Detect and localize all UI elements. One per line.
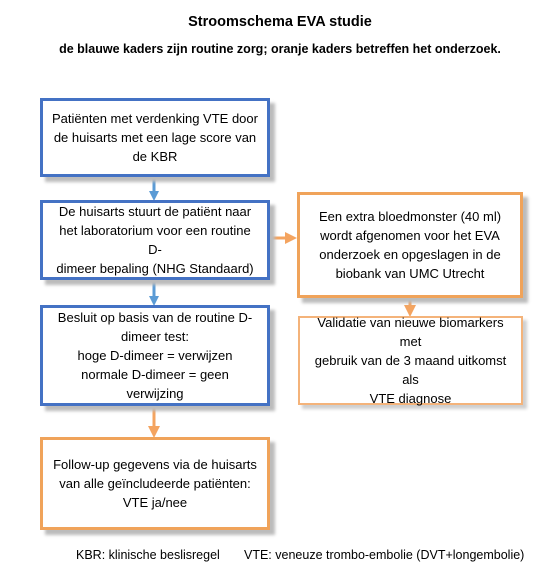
- box-followup-data-text: Follow-up gegevens via de huisarts van alle geïncludeerde patiënten: VTE ja/nee: [53, 457, 257, 510]
- footer-kbr-definition: KBR: klinische beslisregel: [76, 548, 220, 562]
- box-ddimer-decision-text: Besluit op basis van de routine D- dimeer test: hoge D-dimeer = verwijzen normale D-dimeer = geen verwijzing: [57, 310, 253, 401]
- box-followup-data: [40, 437, 270, 530]
- box-ddimer-decision: [40, 305, 270, 406]
- box-extra-blood-sample-text: Een extra bloedmonster (40 ml) wordt afgenomen voor het EVA onderzoek en opgeslagen in de biobank van UMC Utrecht: [318, 209, 502, 281]
- diagram-title: Stroomschema EVA studie: [188, 14, 372, 30]
- box-patients-suspected-vte-text: Patiënten met verdenking VTE door de huisarts met een lage score van de KBR: [52, 111, 258, 164]
- box-ddimer-lab-referral: [40, 200, 270, 280]
- box-ddimer-lab-referral-text: De huisarts stuurt de patiënt naar het laboratorium voor een routine D- dimeer bepaling (NHG Standaard): [56, 204, 254, 276]
- box-patients-suspected-vte: [40, 98, 270, 177]
- diagram-subtitle: de blauwe kaders zijn routine zorg; oranje kaders betreffen het onderzoek.: [59, 42, 501, 56]
- box-biomarker-validation-text: Validatie van nieuwe biomarkers met gebruik van de 3 maand uitkomst als VTE diagnose: [314, 315, 507, 406]
- box-biomarker-validation: [298, 316, 523, 405]
- footer-vte-definition: VTE: veneuze trombo-embolie (DVT+longembolie): [244, 548, 525, 562]
- box-extra-blood-sample: [297, 192, 523, 298]
